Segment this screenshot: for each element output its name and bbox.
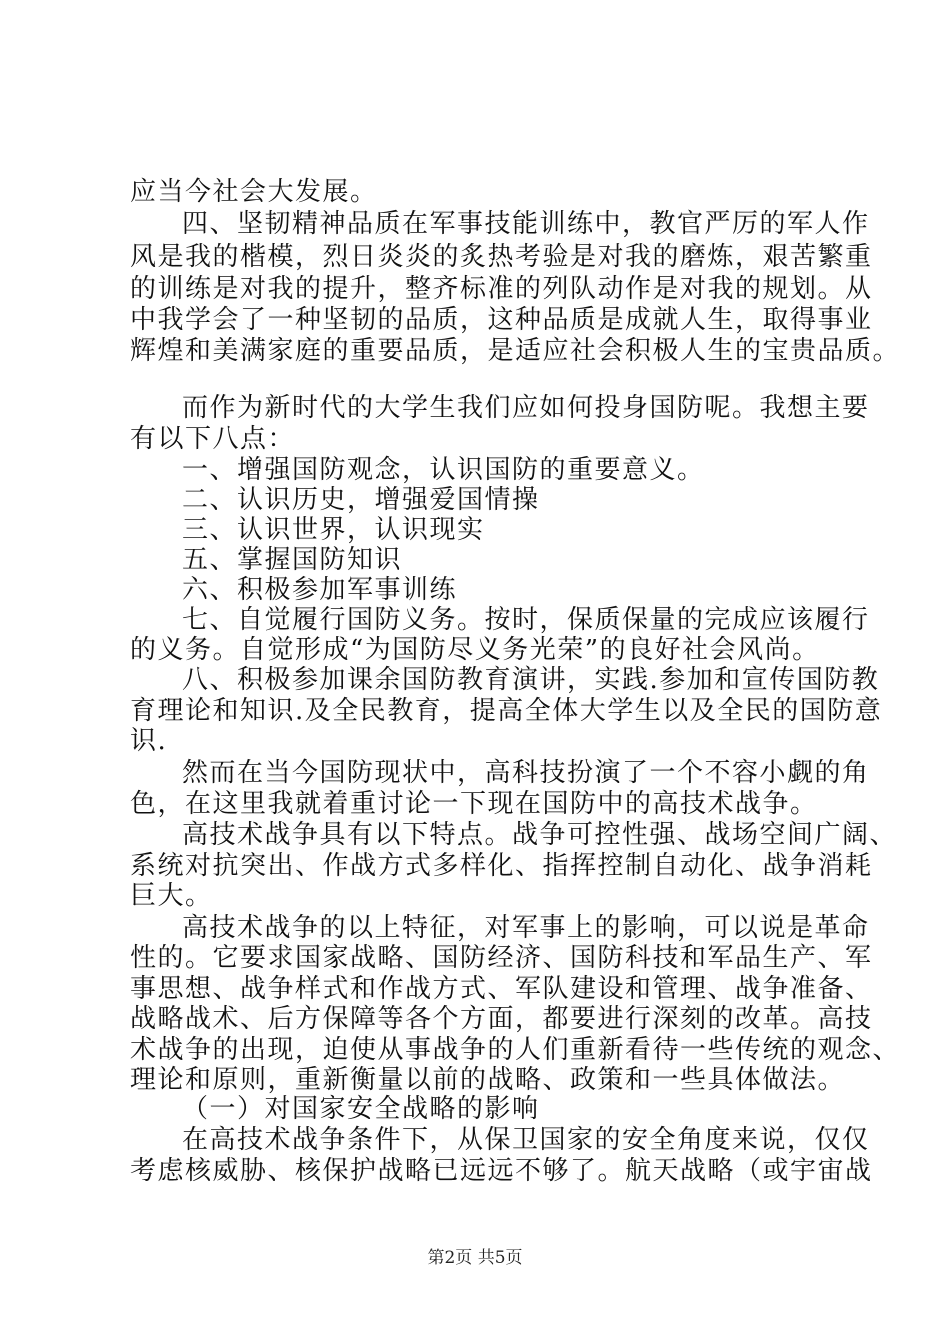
text-line: 事思想、战争样式和作战方式、军队建设和管理、战争准备、: [130, 974, 873, 1004]
text-line: 八、积极参加课余国防教育演讲，实践.参加和宣传国防教: [182, 665, 880, 695]
text-line: 识.: [130, 726, 168, 756]
text-line: 一、增强国防观念，认识国防的重要意义。: [182, 455, 705, 485]
text-line: 辉煌和美满家庭的重要品质，是适应社会积极人生的宝贵品质。: [130, 336, 901, 366]
text-line: 性的。它要求国家战略、国防经济、国防科技和军品生产、军: [130, 943, 873, 973]
text-line: 育理论和知识.及全民教育，提高全体大学生以及全民的国防意: [130, 696, 883, 726]
page-number-footer: 第2页 共5页: [427, 1248, 523, 1268]
text-line: 三、认识世界，认识现实: [182, 515, 485, 545]
text-line: 七、自觉履行国防义务。按时，保质保量的完成应该履行: [182, 605, 870, 635]
text-line: 应当今社会大发展。: [130, 177, 378, 207]
text-line: 系统对抗突出、作战方式多样化、指挥控制自动化、战争消耗: [130, 851, 873, 881]
text-line: 六、积极参加军事训练: [182, 575, 458, 605]
text-line: 四、坚韧精神品质在军事技能训练中，教官严厉的军人作: [182, 209, 870, 239]
text-line: 中我学会了一种坚韧的品质，这种品质是成就人生，取得事业: [130, 305, 873, 335]
text-line: 在高技术战争条件下，从保卫国家的安全角度来说，仅仅: [182, 1125, 870, 1155]
text-line: 的义务。自觉形成“为国防尽义务光荣”的良好社会风尚。: [130, 635, 820, 665]
text-line: 五、掌握国防知识: [182, 545, 403, 575]
text-line: 考虑核威胁、核保护战略已远远不够了。航天战略（或宇宙战: [130, 1156, 873, 1186]
text-line: 色，在这里我就着重讨论一下现在国防中的高技术战争。: [130, 789, 818, 819]
text-line: 术战争的出现，迫使从事战争的人们重新看待一些传统的观念、: [130, 1035, 901, 1065]
text-line: 二、认识历史，增强爱国情操: [182, 485, 540, 515]
section-heading: （一）对国家安全战略的影响: [182, 1094, 540, 1124]
text-line: 理论和原则，重新衡量以前的战略、政策和一些具体做法。: [130, 1065, 846, 1095]
text-line: 高技术战争的以上特征，对军事上的影响，可以说是革命: [182, 913, 870, 943]
text-line: 高技术战争具有以下特点。战争可控性强、战场空间广阔、: [182, 820, 898, 850]
text-line: 风是我的楷模，烈日炎炎的炙热考验是对我的磨炼，艰苦繁重: [130, 242, 873, 272]
text-line: 的训练是对我的提升，整齐标准的列队动作是对我的规划。从: [130, 274, 873, 304]
text-line: 巨大。: [130, 881, 213, 911]
text-line: 而作为新时代的大学生我们应如何投身国防呢。我想主要: [182, 393, 870, 423]
text-line: 战略战术、后方保障等各个方面，都要进行深刻的改革。高技: [130, 1004, 873, 1034]
text-line: 然而在当今国防现状中，高科技扮演了一个不容小觑的角: [182, 758, 870, 788]
text-line: 有以下八点：: [130, 424, 296, 454]
